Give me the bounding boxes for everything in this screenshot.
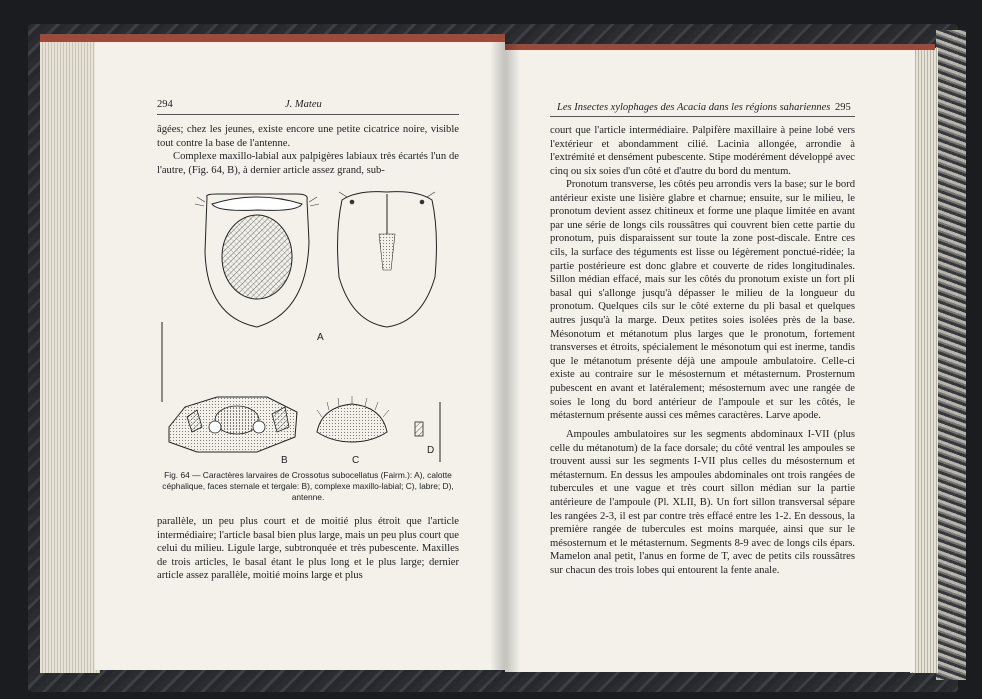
figure-caption: Fig. 64 — Caractères larvaires de Crossotus subocellatus (Fairm.): A), calotte céphalique, faces sternale et tergale: B), complexe maxillo-labial; C), labre; D), antenne.: [162, 470, 454, 502]
figure-label-b: B: [281, 455, 288, 466]
cover-marbled-edge: [936, 30, 966, 680]
left-running-head: J. Mateu: [285, 99, 322, 110]
book-gutter: [490, 42, 520, 672]
right-paragraph-3: Ampoules ambulatoires sur les segments abdominaux I-VII (plus celle du métanotum) de la face dorsale; du côté ventral les ampoules se trouvent aussi sur les segments I-VII plus celles du mésosternum et métasternum. En dessus les ampoules abdominales ont trois rangées de tubercules et une vague et très court sillon médian sur la partie antérieure de l'ampoule (Pl. XLII, B). Un fort sillon transversal sépare les rangées 2-3, il est par contre très effacé entre les 1-2. En dessous, la première rangée de tubercules est moins marquée, ainsi que sur le mésosternum et le métasternum. Segments 8-9 avec de longs cils épars. Mamelon anal petit, l'anus en forme de T, avec de petits cils roussâtres sur chacun des trois lobes qui entourent la fente anale.: [550, 429, 855, 576]
right-running-head: Les Insectes xylophages des Acacia dans les régions sahariennes: [557, 102, 831, 113]
figure-b-maxillo-labial: [162, 322, 297, 452]
figure-label-d: D: [427, 445, 435, 456]
right-page-number: 295: [835, 102, 851, 113]
figure-label-a: A: [317, 332, 324, 343]
red-page-edge: [40, 34, 505, 42]
right-header-rule: [550, 116, 855, 117]
page-stack-left: [40, 38, 100, 673]
left-paragraph-1: âgées; chez les jeunes, existe encore une petite cicatrice noire, visible tout contre la base de l'antenne.: [157, 124, 459, 149]
figure-64: [157, 182, 467, 462]
figure-c-labre: [317, 396, 389, 442]
figure-a-tergal-view: [338, 192, 437, 327]
figure-a-sternal-view: [195, 194, 319, 327]
left-paragraph-2: Complexe maxillo-labial aux palpigères labiaux très écartés l'un de l'autre, (Fig. 64, B), à dernier article assez grand, sub-: [157, 151, 459, 176]
left-paragraph-3: parallèle, un peu plus court et de moitié plus étroit que l'article intermédiaire; l'article basal bien plus large, mais un peu plus court que celui du milieu. Ligule large, subtronquée et très pubescente. Maxilles de trois articles, le basal étant le plus long et le plus large; dernier article assez parallèle, moitié moins large et plus: [157, 516, 459, 582]
right-paragraph-2: Pronotum transverse, les côtés peu arrondis vers la base; sur le bord antérieur existe une lisière glabre et charnue; ensuite, sur le milieu, le pronotum devient assez chitineux et forme une plaque limitée en avant par une série de longs cils roussâtres qui couvrent bien cette partie du pronotum, puis disparaissent sur toute la zone post-discale. Entre ces cils, la surface des téguments est lisse ou légèrement ponctué-ridée; la partie postérieure est donc glabre et couverte de rides longitudinales. Sillon médian effacé, mais sur les côtés du pronotum existe un fort pli basal qui s'allonge jusqu'à dépasser le milieu de la longueur du pronotum. Quelques cils sur le côté externe du pli basal et quelques autres jusqu'à la marge. Deux petites soies isolées près de la base. Mésonotum et métanotum plus larges que le pronotum, fortement transverses et étroits, spécialement le mésonotum qui est inerme, tandis que le métanotum présente déjà une ampoule ambulatoire. Celle-ci existe au contraire sur le mésosternum et métasternum. Prosternum pubescent en avant et latéralement; mésosternum avec une rangée de soies le long du bord antérieur de l'ampoule et sur les côtés, le métasternum présente aussi ces mêmes caractères. Larve apode.: [550, 179, 855, 422]
left-page-number: 294: [157, 99, 173, 110]
figure-label-c: C: [352, 455, 360, 466]
left-page: [95, 42, 505, 670]
left-header-rule: [157, 114, 459, 115]
right-page: [505, 50, 915, 672]
right-paragraph-1: court que l'article intermédiaire. Palpifère maxillaire à peine lobé vers l'extérieur et abondamment cilié. Lacinia allongée, arrondie à l'extrémité et densément pubescente. Stipe modérément développé avec cinq ou six soies d'un côté et d'autre du bord du mentum.: [550, 125, 855, 177]
